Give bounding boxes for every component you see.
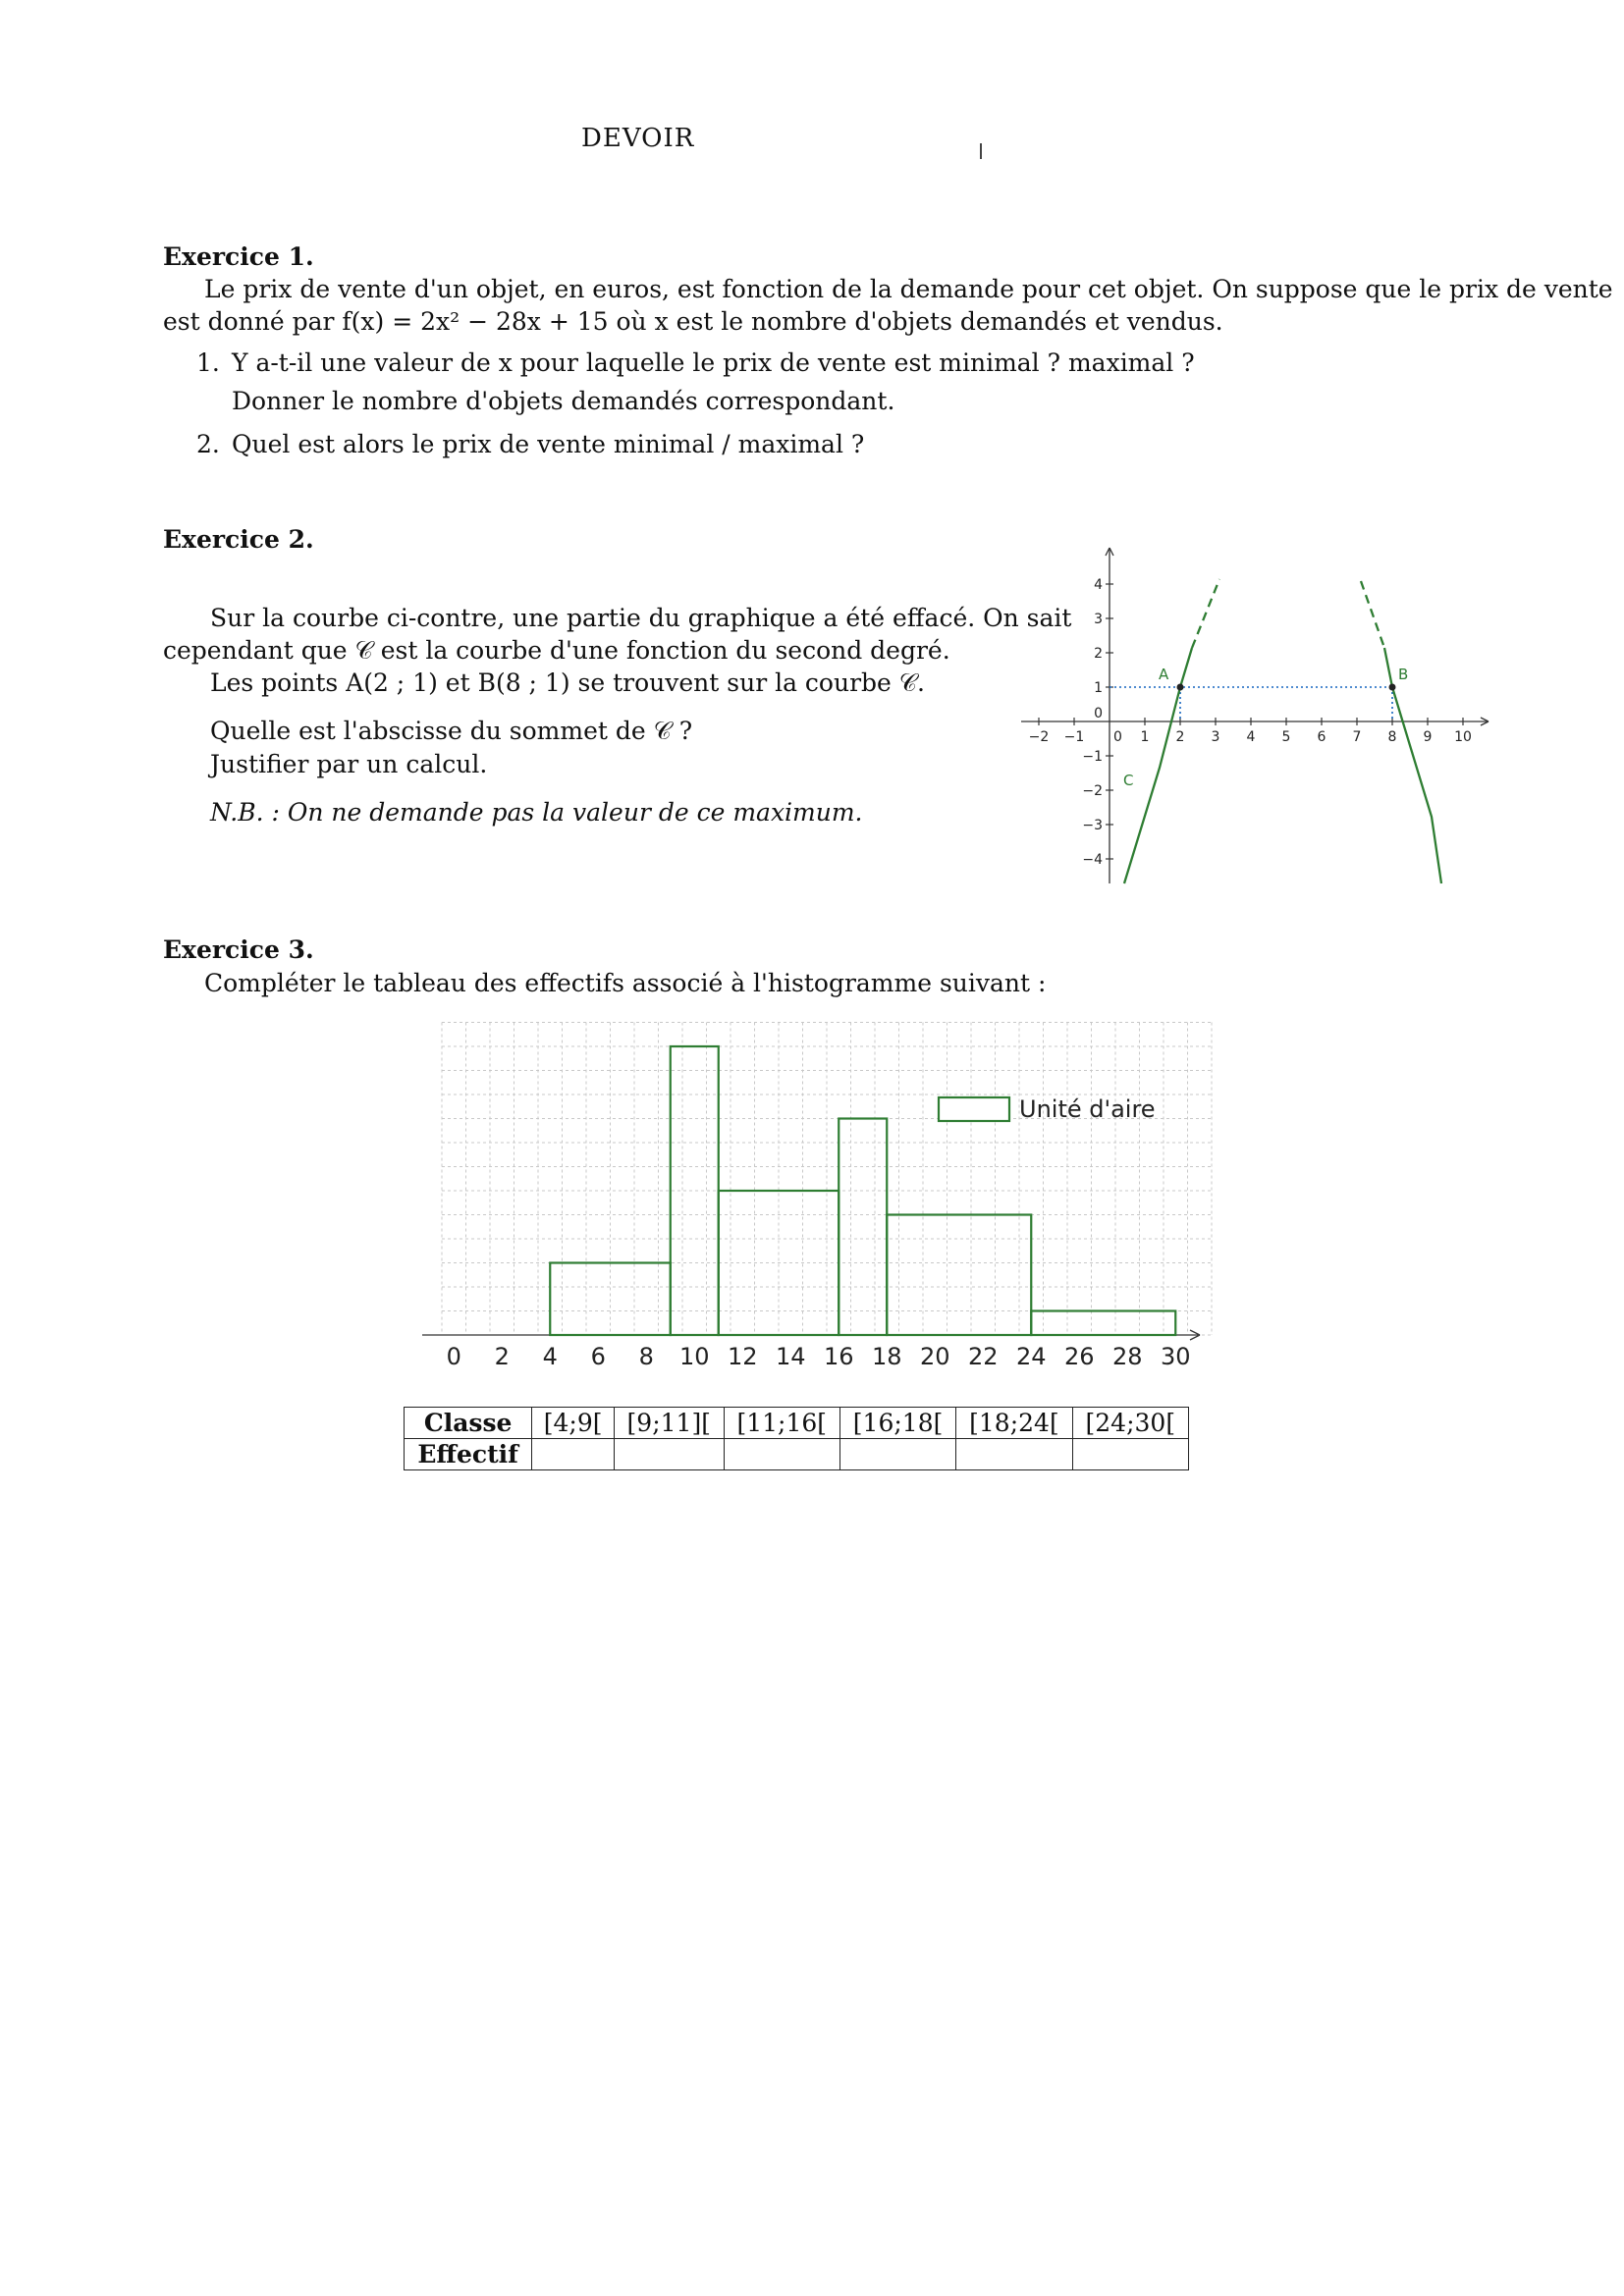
ex2-question-2: Justifier par un calcul. (210, 750, 488, 778)
label-a: A (1159, 666, 1169, 683)
table-cell-empty[interactable] (956, 1439, 1072, 1470)
ex1-title: Exercice 1. (163, 242, 314, 271)
table-cell: [16;18[ (839, 1408, 955, 1439)
x-tick-label: 4 (1246, 729, 1256, 745)
item-number: 2. (196, 430, 220, 458)
header-title: DEVOIR (581, 124, 695, 153)
y-tick-label: 1 (1094, 680, 1103, 696)
x-tick-label: 8 (1387, 729, 1397, 745)
origin-label: 0 (1113, 729, 1122, 745)
y-tick-label: −1 (1082, 749, 1103, 765)
y-tick-label: 2 (1094, 646, 1103, 662)
hist-x-tick-label: 28 (1111, 1343, 1143, 1370)
hist-x-tick-label: 24 (1015, 1343, 1047, 1370)
hist-x-tick-label: 0 (446, 1343, 461, 1370)
histogram-bar (887, 1215, 1031, 1336)
item-number: 1. (196, 348, 220, 377)
item-text: Quel est alors le prix de vente minimal / maximal ? (232, 430, 865, 458)
point-a (1177, 684, 1184, 691)
hist-x-tick-label: 14 (775, 1343, 806, 1370)
y-tick-label: −4 (1082, 852, 1103, 868)
hist-x-tick-label: 18 (871, 1343, 902, 1370)
hist-x-tick-label: 10 (678, 1343, 710, 1370)
hist-x-tick-label: 2 (494, 1343, 510, 1370)
x-tick-label: 2 (1175, 729, 1185, 745)
ex2-question-1: Quelle est l'abscisse du sommet de 𝒞 ? (210, 717, 693, 745)
histogram-bar (839, 1119, 887, 1336)
hist-x-tick-label: 8 (638, 1343, 654, 1370)
label-b: B (1398, 666, 1409, 683)
header-mark (980, 143, 982, 159)
x-tick-label: 3 (1211, 729, 1220, 745)
x-tick-label: 9 (1423, 729, 1433, 745)
point-b (1389, 684, 1396, 691)
table-row (405, 1408, 1189, 1439)
unit-area-legend-box (939, 1097, 1009, 1121)
ex2-para-line2: cependant que 𝒞 est la courbe d'une fonction du second degré. (163, 636, 950, 665)
ex2-para-line3: Les points A(2 ; 1) et B(8 ; 1) se trouvent sur la courbe 𝒞. (210, 668, 925, 697)
table-cell-empty[interactable] (1072, 1439, 1188, 1470)
item-text: Y a-t-il une valeur de x pour laquelle le prix de vente est minimal ? maximal ? (232, 348, 1195, 377)
hist-x-tick-label: 26 (1063, 1343, 1095, 1370)
hist-x-tick-label: 4 (542, 1343, 558, 1370)
y-tick-label: −2 (1082, 783, 1103, 799)
y-tick-label: 4 (1094, 577, 1103, 593)
y-tick-labels (1082, 577, 1103, 868)
table-cell: [9;11][ (614, 1408, 724, 1439)
x-tick-label: 6 (1317, 729, 1326, 745)
table-cell: Classe (405, 1408, 532, 1439)
x-tick-label: 1 (1140, 729, 1150, 745)
ex2-title: Exercice 2. (163, 525, 314, 554)
parabola-graph (1011, 540, 1502, 893)
histogram (412, 1016, 1218, 1379)
ex2-note: N.B. : On ne demande pas la valeur de ce maximum. (210, 798, 863, 827)
table-cell-empty[interactable] (614, 1439, 724, 1470)
table-cell: Effectif (405, 1439, 532, 1470)
unit-area-legend-text: Unité d'aire (1019, 1095, 1156, 1123)
item-text: Donner le nombre d'objets demandés correspondant. (232, 387, 895, 415)
x-tick-label: 7 (1352, 729, 1362, 745)
x-tick-label: 5 (1281, 729, 1291, 745)
table-cell: [11;16[ (724, 1408, 839, 1439)
grid (442, 1023, 1212, 1336)
curve-left-dashed (1192, 579, 1219, 648)
y-tick-label: −3 (1082, 818, 1103, 833)
table-cell-empty[interactable] (724, 1439, 839, 1470)
x-tick-label: −1 (1063, 729, 1085, 745)
hist-x-tick-label: 12 (727, 1343, 758, 1370)
hist-x-tick-label: 30 (1160, 1343, 1191, 1370)
hist-x-tick-label: 16 (823, 1343, 854, 1370)
histogram-bar (1031, 1311, 1175, 1336)
label-c: C (1123, 772, 1134, 789)
hist-x-tick-label: 6 (590, 1343, 606, 1370)
table-cell: [18;24[ (956, 1408, 1072, 1439)
hist-x-tick-labels (447, 1343, 1191, 1370)
table-cell-empty[interactable] (532, 1439, 615, 1470)
table-cell-empty[interactable] (839, 1439, 955, 1470)
x-tick-label: −2 (1028, 729, 1050, 745)
table-row (405, 1439, 1189, 1470)
ex2-para-line1: Sur la courbe ci-contre, une partie du graphique a été effacé. On sait (210, 604, 1072, 632)
hist-x-tick-label: 22 (967, 1343, 999, 1370)
table-cell: [4;9[ (532, 1408, 615, 1439)
table-cell: [24;30[ (1072, 1408, 1188, 1439)
curve-right-branch (1384, 648, 1441, 883)
x-tick-label: 10 (1454, 729, 1472, 745)
ex3-title: Exercice 3. (163, 935, 314, 964)
y-tick-label: 0 (1094, 706, 1103, 721)
frequency-table (404, 1407, 1189, 1470)
curve-left-branch (1124, 648, 1192, 883)
y-tick-label: 3 (1094, 612, 1103, 627)
curve-right-dashed (1361, 581, 1384, 648)
ex1-intro-line2: est donné par f(x) = 2x² − 28x + 15 où x est le nombre d'objets demandés et vendus. (163, 307, 1223, 336)
ex3-intro: Compléter le tableau des effectifs associé à l'histogramme suivant : (204, 969, 1047, 997)
ex1-intro-line1: Le prix de vente d'un objet, en euros, est fonction de la demande pour cet objet. On suppose que le prix de vente (204, 275, 1613, 303)
hist-x-tick-label: 20 (919, 1343, 950, 1370)
